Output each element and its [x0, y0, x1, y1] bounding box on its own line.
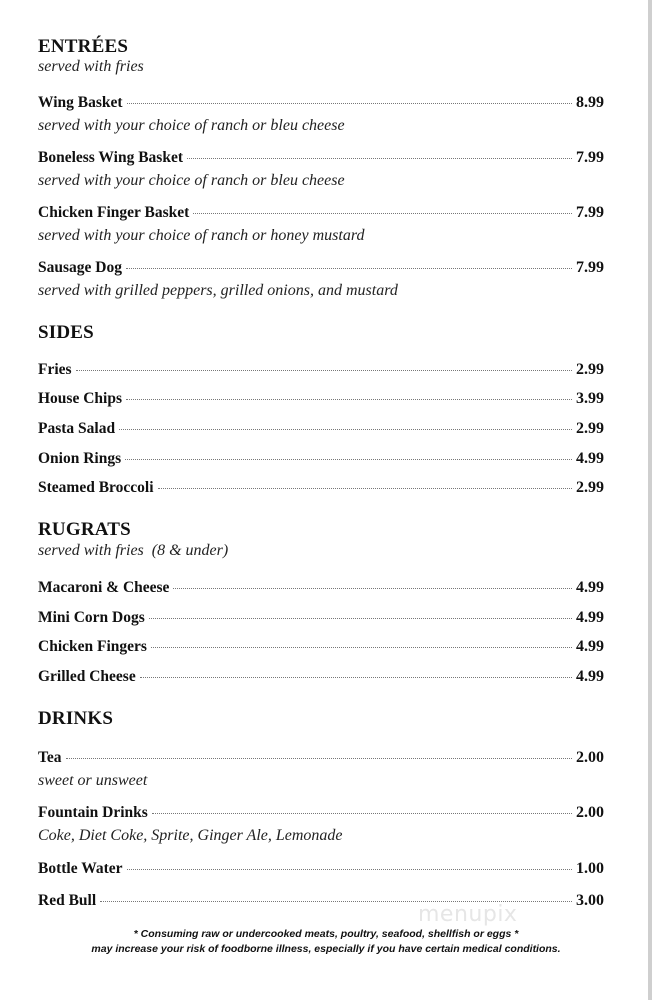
item-price: 7.99 — [576, 204, 604, 221]
item-price: 7.99 — [576, 259, 604, 276]
item-name: Bottle Water — [38, 860, 123, 877]
item-description: served with your choice of ranch or bleu cheese — [38, 117, 345, 134]
item-price: 4.99 — [576, 579, 604, 596]
item-name: Chicken Fingers — [38, 638, 147, 655]
item-description: served with grilled peppers, grilled onions, and mustard — [38, 282, 398, 299]
menu-item-onion-rings — [38, 450, 604, 472]
item-name: Boneless Wing Basket — [38, 149, 183, 166]
item-name: Onion Rings — [38, 450, 122, 467]
item-price: 4.99 — [576, 668, 604, 685]
item-price: 4.99 — [576, 609, 604, 626]
menu-item-pasta-salad — [38, 420, 604, 442]
dot-leader — [126, 267, 572, 269]
dot-leader — [193, 212, 572, 214]
item-description: Coke, Diet Coke, Sprite, Ginger Ale, Lemonade — [38, 827, 343, 844]
dot-leader — [126, 398, 572, 400]
dot-leader — [119, 428, 572, 430]
dot-leader — [127, 868, 572, 870]
item-name: Fountain Drinks — [38, 804, 148, 821]
item-description: served with your choice of ranch or honey mustard — [38, 227, 365, 244]
dot-leader — [140, 676, 572, 678]
item-price: 3.00 — [576, 892, 604, 909]
item-description: sweet or unsweet — [38, 772, 148, 789]
menu-item-fountain-drinks — [38, 804, 604, 826]
item-price: 2.99 — [576, 361, 604, 378]
item-name: House Chips — [38, 390, 122, 407]
menu-item-grilled-cheese — [38, 668, 604, 690]
item-description: served with your choice of ranch or bleu cheese — [38, 172, 345, 189]
item-name: Tea — [38, 749, 62, 766]
dot-leader — [187, 157, 572, 159]
section-title-drinks: DRINKS — [38, 708, 114, 729]
item-price: 4.99 — [576, 450, 604, 467]
dot-leader — [158, 487, 572, 489]
item-name: Red Bull — [38, 892, 97, 909]
page-edge — [648, 0, 652, 1000]
item-price: 2.99 — [576, 479, 604, 496]
item-name: Pasta Salad — [38, 420, 116, 437]
item-name: Chicken Finger Basket — [38, 204, 190, 221]
item-name: Sausage Dog — [38, 259, 122, 276]
item-name: Wing Basket — [38, 94, 123, 111]
section-note-entrees: served with fries — [38, 58, 144, 75]
dot-leader — [66, 757, 572, 759]
item-name: Mini Corn Dogs — [38, 609, 145, 626]
menu-item-mini-corn-dogs — [38, 609, 604, 631]
menu-item-fries — [38, 361, 604, 383]
item-price: 4.99 — [576, 638, 604, 655]
item-price: 2.00 — [576, 804, 604, 821]
disclaimer-line-2: may increase your risk of foodborne illness, especially if you have certain medical conditions. — [91, 943, 561, 955]
menu-item-red-bull — [38, 892, 604, 914]
section-title-sides: SIDES — [38, 322, 94, 343]
menu-item-sausage-dog — [38, 259, 604, 281]
section-title-entrees: ENTRÉES — [38, 36, 129, 57]
menu-item-house-chips — [38, 390, 604, 412]
dot-leader — [125, 458, 572, 460]
dot-leader — [152, 812, 572, 814]
menu-item-wing-basket — [38, 94, 604, 116]
dot-leader — [173, 587, 572, 589]
item-name: Grilled Cheese — [38, 668, 136, 685]
item-price: 8.99 — [576, 94, 604, 111]
menu-item-tea — [38, 749, 604, 771]
item-price: 2.00 — [576, 749, 604, 766]
dot-leader — [76, 369, 572, 371]
menu-item-steamed-broccoli — [38, 479, 604, 501]
item-price: 2.99 — [576, 420, 604, 437]
menu-item-macaroni-cheese — [38, 579, 604, 601]
menu-item-boneless-wing-basket — [38, 149, 604, 171]
dot-leader — [151, 646, 572, 648]
menu-item-chicken-fingers — [38, 638, 604, 660]
item-name: Macaroni & Cheese — [38, 579, 170, 596]
watermark: menupix — [418, 902, 518, 927]
section-note-rugrats: served with fries (8 & under) — [38, 542, 229, 559]
section-title-rugrats: RUGRATS — [38, 519, 131, 540]
item-name: Fries — [38, 361, 72, 378]
disclaimer-line-1: * Consuming raw or undercooked meats, poultry, seafood, shellfish or eggs * — [133, 928, 519, 940]
item-name: Steamed Broccoli — [38, 479, 154, 496]
item-price: 7.99 — [576, 149, 604, 166]
item-price: 3.99 — [576, 390, 604, 407]
dot-leader — [127, 102, 572, 104]
item-price: 1.00 — [576, 860, 604, 877]
menu-item-bottle-water — [38, 860, 604, 882]
dot-leader — [149, 617, 572, 619]
menu-item-chicken-finger-basket — [38, 204, 604, 226]
